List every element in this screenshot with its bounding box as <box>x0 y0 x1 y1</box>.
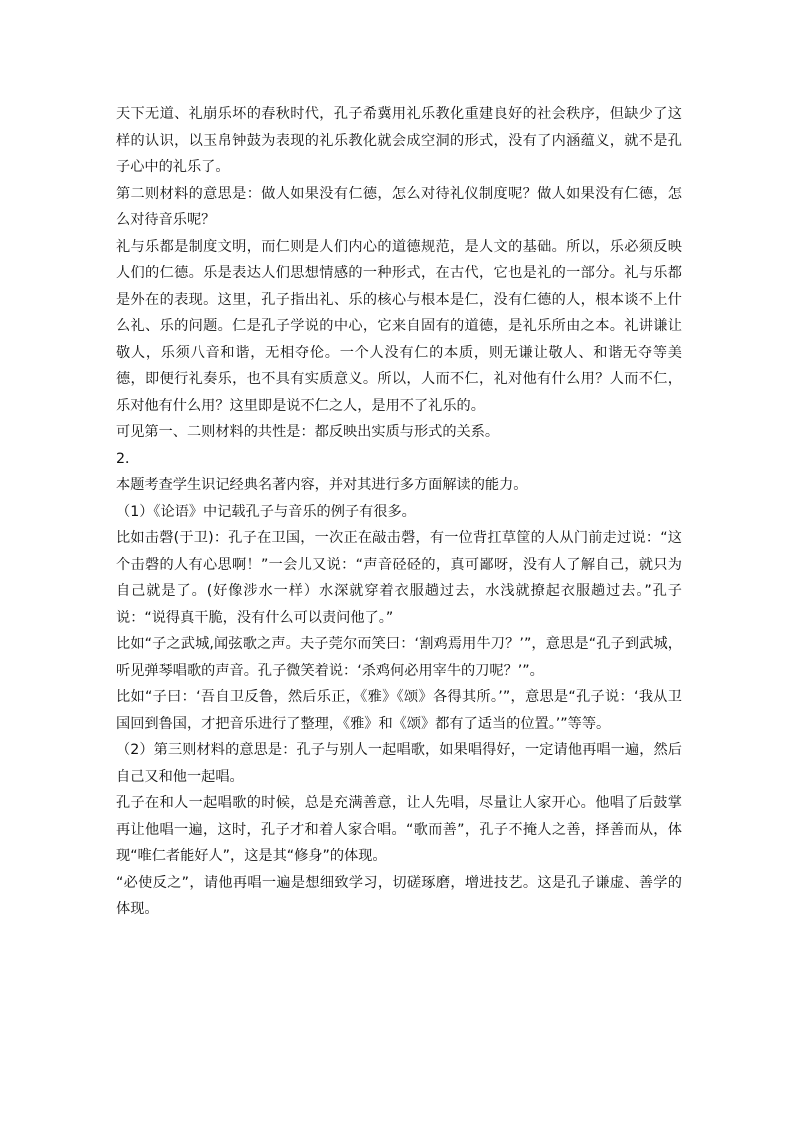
paragraph-humble-learning: “必使反之”，请他再唱一遍是想细致学习，切磋琢磨，增进技艺。这是孔子谦虚、善学的体现。 <box>116 874 682 917</box>
paragraph-question-intent: 本题考查学生识记经典名著内容，并对其进行多方面解读的能力。 <box>116 477 528 493</box>
paragraph-example-ya-song: 比如“子曰：‘吾自卫反鲁，然后乐正，《雅》《颂》各得其所。’”，意思是“孔子说：‘我从卫国回到鲁国，才把音乐进行了整理，《雅》和《颂》都有了适当的位置。’”等等。 <box>116 689 682 732</box>
question-number: 2． <box>116 450 140 467</box>
document-body <box>116 101 682 923</box>
paragraph-part-1-heading: （1）《论语》中记载孔子与音乐的例子有很多。 <box>116 503 416 520</box>
paragraph-ren-and-li-yue: 礼与乐都是制度文明，而仁则是人们内心的道德规范，是人文的基础。所以，乐必须反映人们的仁德。乐是表达人们思想情感的一种形式，在古代，它也是礼的一部分。礼与乐都是外在的表现。这里，孔子指出礼、乐的核心与根本是仁，没有仁德的人，根本谈不上什么礼、乐的问题。仁是孔子学说的中心，它来自固有的道德，是礼乐所由之本。礼讲谦让敬人，乐须八音和谐，无相夺伦。一个人没有仁的本质，则无谦让敬人、和谐无夺等美德，即便行礼奏乐，也不具有实质意义。所以，人而不仁，礼对他有什么用？人而不仁，乐对他有什么用？这里即是说不仁之人，是用不了礼乐的。 <box>116 238 682 414</box>
paragraph-part-2-meaning: （2）第三则材料的意思是：孔子与别人一起唱歌，如果唱得好，一定请他再唱一遍，然后自己又和他一起唱。 <box>116 742 682 785</box>
paragraph-common-feature: 可见第一、二则材料的共性是：都反映出实质与形式的关系。 <box>116 424 500 440</box>
paragraph-singing-together: 孔子在和人一起唱歌的时候，总是充满善意，让人先唱，尽量让人家开心。他唱了后鼓掌再让他唱一遍，这时，孔子才和着人家合唱。“歌而善”，孔子不掩人之善，择善而从，体现“唯仁者能好人”，这是其“修身”的体现。 <box>116 795 682 864</box>
paragraph-li-yue-era: 天下无道、礼崩乐坏的春秋时代，孔子希冀用礼乐教化重建良好的社会秩序，但缺少了这样的认识，以玉帛钟鼓为表现的礼乐教化就会成空洞的形式，没有了内涵蕴义，就不是孔子心中的礼乐了。 <box>116 106 682 175</box>
paragraph-second-material-meaning: 第二则材料的意思是：做人如果没有仁德，怎么对待礼仪制度呢？做人如果没有仁德，怎么对待音乐呢？ <box>116 185 682 228</box>
paragraph-example-wucheng: 比如“子之武城,闻弦歌之声。夫子莞尔而笑曰：‘割鸡焉用牛刀？’”，意思是“孔子到武城，听见弹琴唱歌的声音。孔子微笑着说：‘杀鸡何必用宰牛的刀呢？’”。 <box>116 636 682 679</box>
paragraph-example-qing: 比如击磬(于卫)：孔子在卫国，一次正在敲击磬，有一位背扛草筐的人从门前走过说：“这个击磬的人有心思啊！”一会儿又说：“声音硁硁的，真可鄙呀，没有人了解自己，就只为自己就是了。(好像涉水一样）水深就穿着衣服趟过去，水浅就撩起衣服趟过去。”孔子说：“说得真干脆，没有什么可以责问他了。” <box>116 530 682 626</box>
